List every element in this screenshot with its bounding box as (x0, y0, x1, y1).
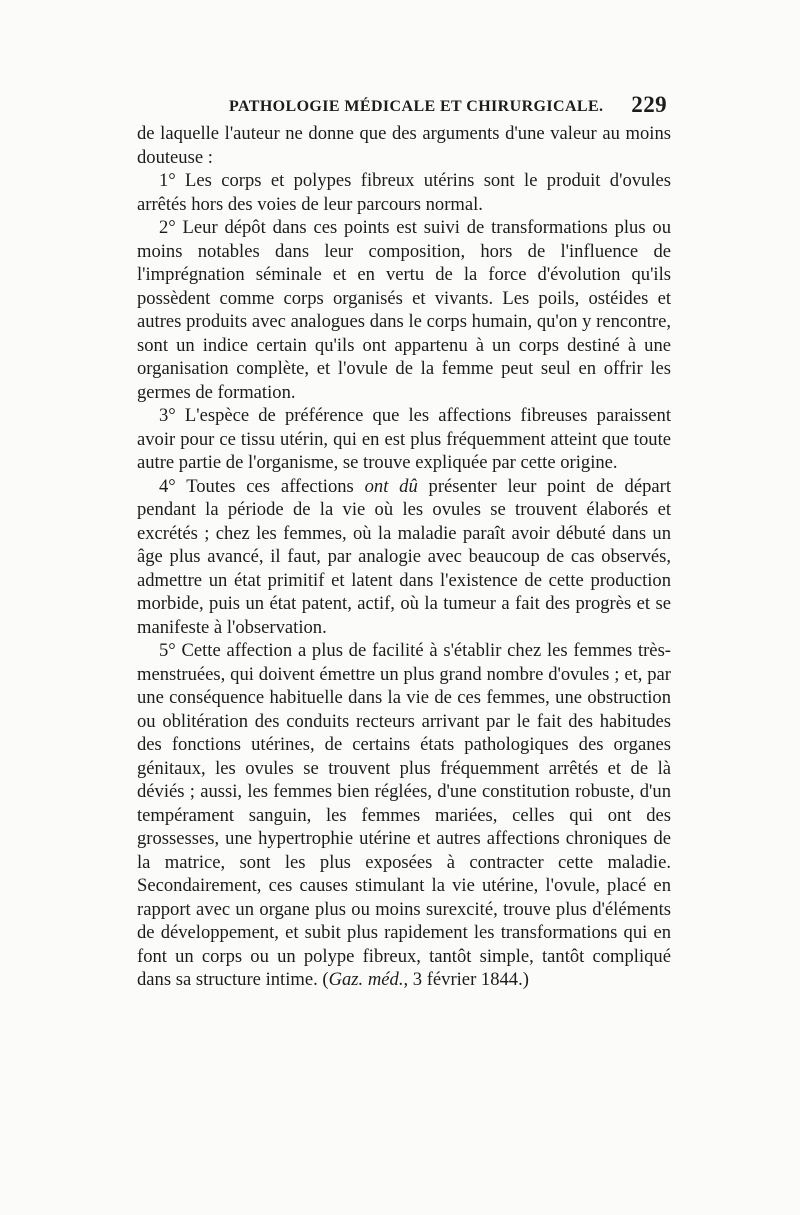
emphasis-ont-du: ont dû (364, 475, 418, 497)
paragraph-point-5 (137, 639, 671, 992)
paragraph-point-4-start: 4° Toutes ces affections (159, 475, 365, 497)
running-header (137, 92, 671, 122)
book-page (137, 92, 671, 992)
running-title: PATHOLOGIE MÉDICALE ET CHIRURGICALE. (229, 98, 604, 115)
paragraph-point-4-end: présenter leur point de départ pendant la période de la vie où les ovules se trouvent élaborés et excrétés ; chez les femmes, où la maladie paraît avoir débuté dans un âge plus avancé, il faut, par analogie avec beaucoup de cas observés, admettre un état primitif et latent dans l'existence de cette production morbide, puis un état patent, actif, où la tumeur a fait des progrès et se manifeste à l'observation. (137, 475, 671, 638)
citation (322, 969, 529, 990)
citation-source: Gaz. méd. (328, 969, 404, 990)
paragraph-point-1: 1° Les corps et polypes fibreux utérins sont le produit d'ovules arrêtés hors des voies de leur parcours normal. (137, 170, 671, 215)
page-number: 229 (631, 92, 667, 117)
paragraph-continuation: de laquelle l'auteur ne donne que des arguments d'une valeur au moins douteuse : (137, 123, 671, 168)
paragraph-point-2: 2° Leur dépôt dans ces points est suivi de transformations plus ou moins notables dans leur composition, hors de l'influence de l'imprégnation séminale et en vertu de la force d'évolution qu'ils possèdent comme corps organisés et vivants. Les poils, ostéides et autres produits avec analogues dans le corps humain, qu'on y rencontre, sont un indice certain qu'ils ont appartenu à un corps destiné à une organisation complète, et l'ovule de la femme peut seul en offrir les germes de formation. (137, 217, 671, 403)
paragraph-point-4 (137, 475, 671, 640)
citation-date: , 3 février 1844.) (403, 969, 529, 990)
paragraph-point-3: 3° L'espèce de préférence que les affections fibreuses paraissent avoir pour ce tissu utérin, qui en est plus fréquemment atteint que toute autre partie de l'organisme, se trouve expliquée par cette origine. (137, 405, 671, 473)
paragraph-point-5-text: 5° Cette affection a plus de facilité à s'établir chez les femmes très-menstruées, qui doivent émettre un plus grand nombre d'ovules ; et, par une conséquence habituelle dans la vie de ces femmes, une obstruction ou oblitération des conduits recteurs arrivant par le fait des habitudes des fonctions utérines, de certains états pathologiques des organes génitaux, les ovules se trouvent plus fréquemment arrêtés et de là déviés ; aussi, les femmes bien réglées, d'une constitution robuste, d'un tempérament sanguin, les femmes mariées, celles qui ont des grossesses, une hypertrophie utérine et autres affections chroniques de la matrice, sont les plus exposées à contracter cette maladie. Secondairement, ces causes stimulant la vie utérine, l'ovule, placé en rapport avec un organe plus ou moins surexcité, trouve plus d'éléments de développement, et subit plus rapidement les transformations qui en font un corps ou un polype fibreux, tantôt simple, tantôt compliqué dans sa structure intime. (137, 640, 671, 990)
body-text (137, 122, 671, 992)
citation-open: ( (322, 969, 329, 990)
